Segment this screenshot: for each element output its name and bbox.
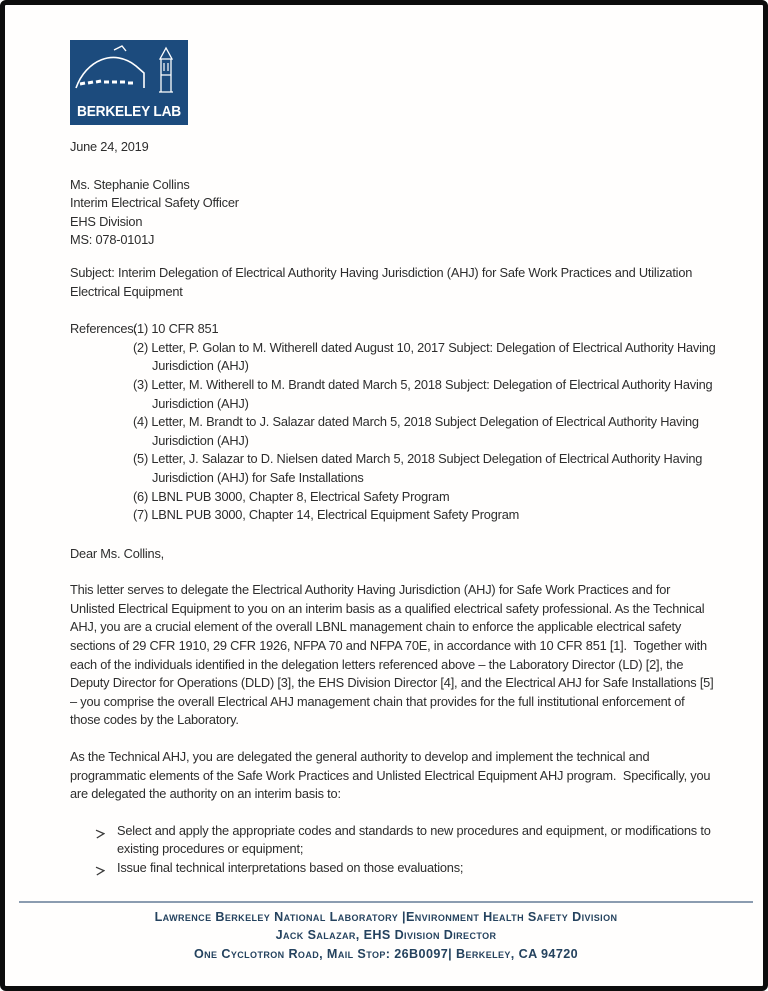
- recipient-block: [70, 176, 718, 250]
- arrowhead-bullet-icon: [95, 822, 117, 859]
- references-block: [70, 320, 718, 525]
- bullet-text-1: Select and apply the appropriate codes and standards to new procedures and equipment, or modifications to existing procedures or equipment;: [117, 822, 714, 857]
- footer-address-line: One Cyclotron Road, Mail Stop: 26B0097| Berkeley, CA 94720: [193, 947, 579, 962]
- subject-line: Subject: Interim Delegation of Electrical Authority Having Jurisdiction (AHJ) for Safe Work Practices and Utilization Electrical Equipment: [70, 264, 696, 299]
- letter-content: [5, 5, 763, 882]
- logo-wordmark: BERKELEY LAB: [77, 104, 181, 120]
- footer-org-line: Lawrence Berkeley National Laboratory |Environment Health Safety Division: [154, 909, 618, 924]
- body-paragraph-1: This letter serves to delegate the Electrical Authority Having Jurisdiction (AHJ) for Safe Work Practices and for Unlisted Electrical Equipment to you on an interim basis as a qualified electrical safety professional. As the Technical AHJ, you are a crucial element of the overall LBNL management chain to enforce the applicable electrical safety sections of 29 CFR 1910, 29 CFR 1926, NFPA 70 and NFPA 70E, in accordance with 10 CFR 851 [1]. Together with each of the individuals identified in the delegation letters referenced above – the Laboratory Director (LD) [2], the Deputy Director for Operations (DLD) [3], the EHS Division Director [4], and the Electrical AHJ for Safe Installations [5] – you comprise the overall Electrical AHJ management chain that provides for the full institutional enforcement of those codes by the Laboratory.: [70, 582, 721, 728]
- references-label: References:: [70, 321, 137, 337]
- recipient-title: Interim Electrical Safety Officer: [70, 195, 239, 211]
- bullet-list: [70, 822, 718, 882]
- reference-item-1: (1) 10 CFR 851: [133, 321, 219, 337]
- bullet-text-2: Issue final technical interpretations based on those evaluations;: [117, 860, 464, 875]
- recipient-division: EHS Division: [70, 213, 143, 229]
- letter-footer: [19, 901, 753, 964]
- letter-date: June 24, 2019: [70, 139, 149, 154]
- reference-item-3: (3) Letter, M. Witherell to M. Brandt dated March 5, 2018 Subject: Delegation of Electrical Authority Having Jurisdiction (AHJ): [133, 376, 716, 411]
- bullet-item-1: [95, 822, 718, 859]
- reference-item-6: (6) LBNL PUB 3000, Chapter 8, Electrical Safety Program: [133, 488, 450, 504]
- references-list: [133, 320, 718, 525]
- footer-director-line: Jack Salazar, EHS Division Director: [275, 928, 497, 943]
- berkeley-lab-logo-icon: [70, 40, 188, 125]
- reference-item-7: (7) LBNL PUB 3000, Chapter 14, Electrical Equipment Safety Program: [133, 507, 520, 523]
- recipient-name: Ms. Stephanie Collins: [70, 176, 190, 192]
- reference-item-5: (5) Letter, J. Salazar to D. Nielsen dated March 5, 2018 Subject Delegation of Electrical Authority Having Jurisdiction (AHJ) for Safe Installations: [133, 451, 706, 485]
- body-paragraph-2: As the Technical AHJ, you are delegated the general authority to develop and implement the technical and programmatic elements of the Safe Work Practices and Unlisted Electrical Equipment AHJ program. Specifically, you are delegated the authority on an interim basis to:: [70, 749, 714, 802]
- reference-item-2: (2) Letter, P. Golan to M. Witherell dated August 10, 2017 Subject: Delegation of Electrical Authority Having Jurisdiction (AHJ): [133, 339, 719, 374]
- berkeley-lab-logo: [70, 40, 188, 125]
- bullet-item-2: [95, 859, 718, 882]
- arrowhead-bullet-icon: [95, 859, 117, 882]
- recipient-mailstop: MS: 078-0101J: [70, 232, 155, 248]
- salutation: Dear Ms. Collins,: [70, 545, 165, 561]
- reference-item-4: (4) Letter, M. Brandt to J. Salazar dated March 5, 2018 Subject Delegation of Electrical Authority Having Jurisdiction (AHJ): [133, 414, 703, 448]
